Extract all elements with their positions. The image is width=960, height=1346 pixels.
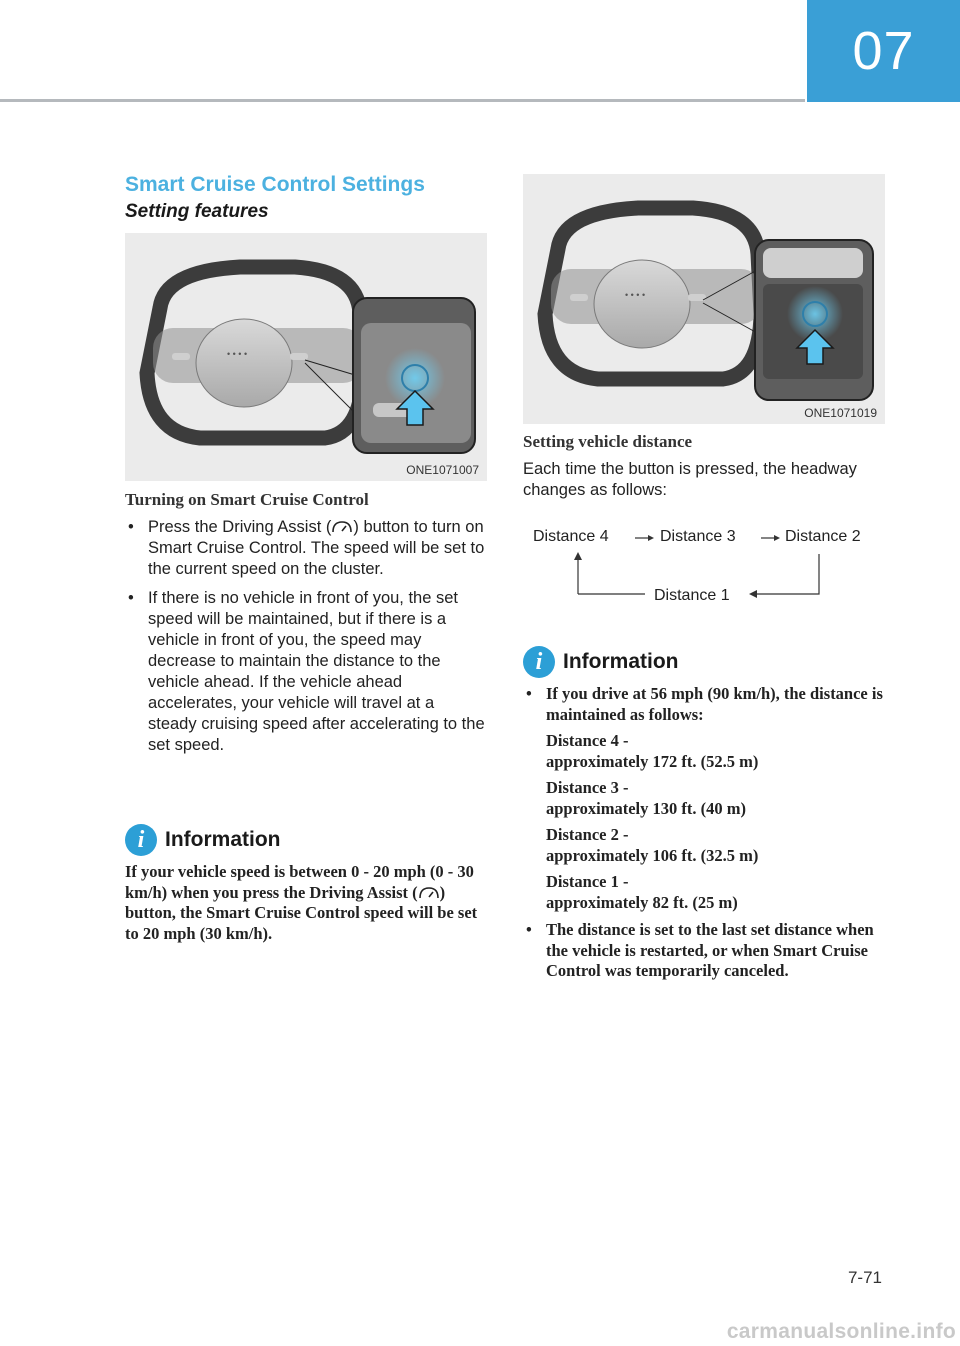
info-text: ) button, the Smart Cruise Control speed will be set to 20 mph (30 km/h). xyxy=(125,882,478,943)
info-heading-label: Information xyxy=(165,828,281,851)
info-heading-label: Information xyxy=(563,650,679,673)
figure-code: ONE1071019 xyxy=(804,406,877,420)
steering-wheel-illustration xyxy=(125,233,487,481)
info-heading xyxy=(523,646,679,678)
section-title: Smart Cruise Control Settings xyxy=(125,173,425,196)
flow-distance-3: Distance 3 xyxy=(660,528,736,545)
distance-label: Distance 4 - xyxy=(546,731,629,750)
figure-code: ONE1071007 xyxy=(406,463,479,477)
flow-distance-4: Distance 4 xyxy=(533,528,609,545)
info-text: If your vehicle speed is between 0 - 20 mph (0 - 30 km/h) when you press the Driving Assist ( xyxy=(125,862,474,902)
bullet-text: • If you drive at 56 mph (90 km/h), the distance is maintained as follows: xyxy=(546,684,883,724)
flow-distance-2: Distance 2 xyxy=(785,528,861,545)
turning-on-list xyxy=(125,517,487,764)
list-item xyxy=(125,517,487,580)
distance-entry xyxy=(546,825,885,866)
info-heading xyxy=(125,824,281,856)
info-note xyxy=(125,862,490,944)
distance-flow-diagram xyxy=(523,520,885,615)
page-number: 7-71 xyxy=(847,1268,882,1287)
distance-label: Distance 1 - xyxy=(546,872,629,891)
bullet-text: ) button to turn on Smart Cruise Control. The speed will be set to the current speed on the cluster. xyxy=(148,518,485,578)
vehicle-distance-intro: Each time the button is pressed, the headway changes as follows: xyxy=(523,460,857,499)
figure-steering-wheel-2 xyxy=(523,174,885,424)
distance-value: approximately 172 ft. (52.5 m) xyxy=(546,751,759,771)
distance-entry xyxy=(546,778,885,819)
turning-on-heading: Turning on Smart Cruise Control xyxy=(125,490,369,509)
header-rule xyxy=(0,99,805,102)
figure-steering-wheel-1 xyxy=(125,233,487,481)
watermark: carmanualsonline.info xyxy=(726,1320,956,1343)
svg-text:• • • •: • • • • xyxy=(227,349,248,359)
info-icon: i xyxy=(125,824,157,856)
distance-label: Distance 2 - xyxy=(546,825,629,844)
vehicle-distance-heading: Setting vehicle distance xyxy=(523,432,693,451)
distance-value: approximately 82 ft. (25 m) xyxy=(546,892,738,912)
steering-wheel-illustration xyxy=(523,174,885,424)
distance-entry xyxy=(546,872,885,913)
section-subtitle: Setting features xyxy=(125,201,269,222)
driving-assist-icon xyxy=(331,520,353,534)
distance-label: Distance 3 - xyxy=(546,778,629,797)
info-distance-list xyxy=(523,684,885,989)
chapter-tab: 07 xyxy=(807,0,960,102)
driving-assist-icon xyxy=(418,886,440,900)
svg-text:• • • •: • • • • xyxy=(625,290,646,300)
flow-distance-1: Distance 1 xyxy=(654,587,730,604)
distance-value: approximately 130 ft. (40 m) xyxy=(546,798,746,818)
list-item xyxy=(523,684,885,913)
distance-value: approximately 106 ft. (32.5 m) xyxy=(546,845,759,865)
list-item: • The distance is set to the last set distance when the vehicle is restarted, or when Smart Cruise Control was temporarily canceled. xyxy=(523,920,885,982)
info-icon: i xyxy=(523,646,555,678)
distance-entry xyxy=(546,731,885,772)
list-item: • If there is no vehicle in front of you, the set speed will be maintained, but if there is a vehicle in front of you, the speed may decrease to maintain the distance to the vehicle ahead. If the vehicle ahead accelerates, your vehicle will travel at a steady cruising speed after accelerating to the set speed. xyxy=(125,588,487,756)
bullet-text: Press the Driving Assist ( xyxy=(148,518,332,536)
